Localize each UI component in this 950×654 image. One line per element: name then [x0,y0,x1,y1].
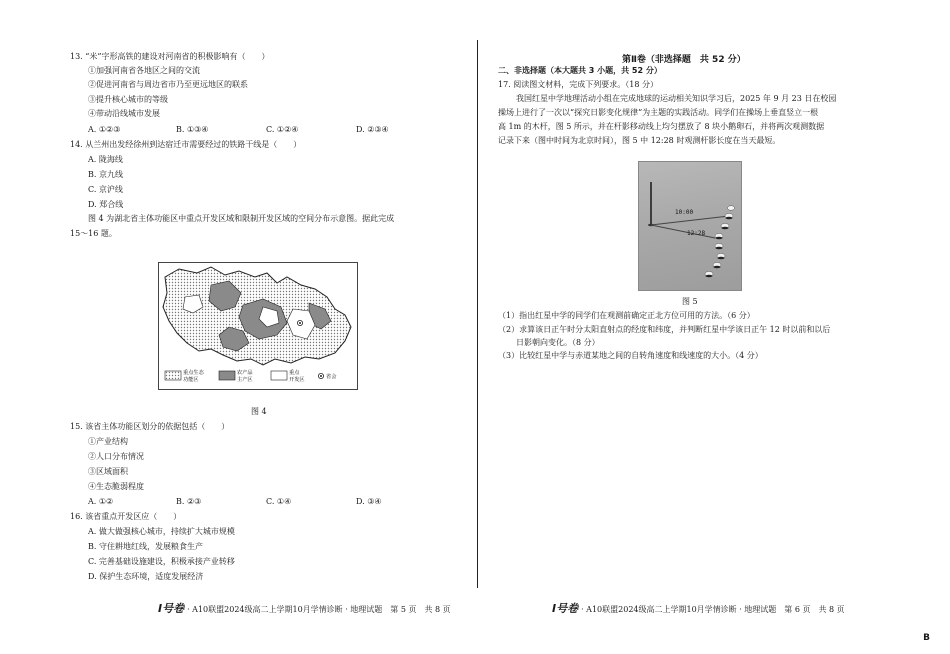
q13-item-3: ③提升核心城市的等级 [88,95,168,104]
q13-option-a: A. ①②③ [88,125,121,134]
q15-item-1: ①产业结构 [88,437,128,446]
left-footer-text: · A10联盟2024级高二上学期10月学情诊断 · 地理试题 第 5 页 共 8 页 [187,605,451,614]
q16-option-a: A. 做大做强核心城市，持续扩大城市规模 [88,527,235,536]
q14-stem: 14. 从兰州出发经徐州到达宿迁市需要经过的铁路干线是（ ） [70,140,302,149]
q14-option-d: D. 郑合线 [88,200,124,209]
legend-dev-label-2: 开发区 [289,377,305,383]
left-footer-logo: I号卷 [158,602,185,615]
q15-option-a: A. ①② [88,497,114,506]
q16-option-c: C. 完善基础设施建设，积极承接产业转移 [88,557,235,566]
map-svg [159,263,357,389]
q15-item-4: ④生态脆弱程度 [88,482,144,491]
shadow-experiment-photo [638,161,742,291]
q13-item-2: ②促进河南省与周边省市乃至更远地区的联系 [88,80,248,89]
right-footer-text: · A10联盟2024级高二上学期10月学情诊断 · 地理试题 第 6 页 共 8 页 [581,605,845,614]
q13-stem: 13. “米”字形高铁的建设对河南省的积极影响有（ ） [70,52,270,61]
label-1228: 12:28 [687,230,706,237]
intro-line-1: 图 4 为湖北省主体功能区中重点开发区域和限制开发区域的空间分布示意图。据此完成 [88,214,395,223]
q15-option-b: B. ②③ [176,497,202,506]
photo-svg [639,162,741,290]
material-line-2: 操场上进行了一次以“探究日影变化规律”为主题的实践活动。同学们在操场上垂直竖立一根 [498,108,819,117]
q15-item-3: ③区域面积 [88,467,128,476]
fig4-caption: 图 4 [251,407,267,416]
q16-option-d: D. 保护生态环境，适度发展经济 [88,572,204,581]
q13-item-4: ④带动沿线城市发展 [88,109,160,118]
subq-2-line-1: （2）求算该日正午时分太阳直射点的经度和纬度，并判断红星中学该日正午 12 时以前和以后 [498,325,831,334]
intro-line-2: 15～16 题。 [70,229,117,238]
legend-agri-label-2: 主产区 [237,377,253,383]
pebbles [705,206,735,277]
right-footer-logo: I号卷 [552,602,579,615]
left-footer [158,600,451,616]
part-title: 第Ⅱ卷（非选择题 共 52 分） [622,55,746,65]
q17-stem: 17. 阅读图文材料，完成下列要求。（18 分） [498,80,658,89]
q14-option-b: B. 京九线 [88,170,123,179]
q14-option-c: C. 京沪线 [88,185,123,194]
legend-agri-swatch [219,371,235,380]
page-divider [477,40,478,588]
legend-capital-label: 省会 [326,374,337,380]
section-title: 二、非选择题（本大题共 3 小题，共 52 分） [498,66,662,75]
q15-option-d: D. ③④ [356,497,382,506]
q15-option-c: C. ①④ [266,497,292,506]
subq-3: （3）比较红星中学与赤道某地之间的自转角速度和线速度的大小。（4 分） [498,351,763,360]
legend-dev-swatch [271,371,287,380]
legend-dev-label-1: 重点 [289,370,300,376]
fig5-caption: 图 5 [682,297,698,306]
shadow-line-1000 [651,216,729,225]
q16-option-b: B. 守住耕地红线，发展粮食生产 [88,542,203,551]
q13-option-b: B. ①③④ [176,125,209,134]
q13-option-d: D. ②③④ [356,125,389,134]
q15-stem: 15. 该省主体功能区划分的依据包括（ ） [70,422,230,431]
material-line-3: 高 1m 的木杆，图 5 所示，并在杆影移动线上均匀摆放了 8 块小鹅卵石，并将两次观测数据 [498,122,825,131]
subq-2-line-2: 日影朝向变化。（8 分） [516,338,600,347]
q13-item-1: ①加强河南省各地区之间的交流 [88,66,200,75]
material-line-4: 记录下来（图中时间为北京时间），图 5 中 12:28 时观测杆影长度在当天最短。 [498,136,781,145]
material-line-1: 我国红星中学地理活动小组在完成地球的运动相关知识学习后，2025 年 9 月 23 日在校园 [516,94,837,103]
q13-option-c: C. ①②④ [266,125,299,134]
right-footer [552,600,845,616]
legend-agri-label-1: 农产品 [237,370,253,376]
q15-item-2: ②人口分布情况 [88,452,144,461]
legend-eco-swatch [165,371,181,380]
corner-mark: B [923,633,930,643]
subq-1: （1）指出红星中学的同学们在观测前确定正北方位可用的方法。（6 分） [498,311,755,320]
hubei-function-zone-map [158,262,358,390]
shadow-line-1228 [651,225,715,238]
q16-stem: 16. 该省重点开发区应（ ） [70,512,182,521]
q14-option-a: A. 陇海线 [88,155,123,164]
q13-options [88,125,418,135]
q15-options [88,497,418,507]
label-1000: 10:00 [675,209,694,216]
legend-eco-label-1: 重点生态 [183,370,204,376]
legend-eco-label-2: 功能区 [183,377,199,383]
